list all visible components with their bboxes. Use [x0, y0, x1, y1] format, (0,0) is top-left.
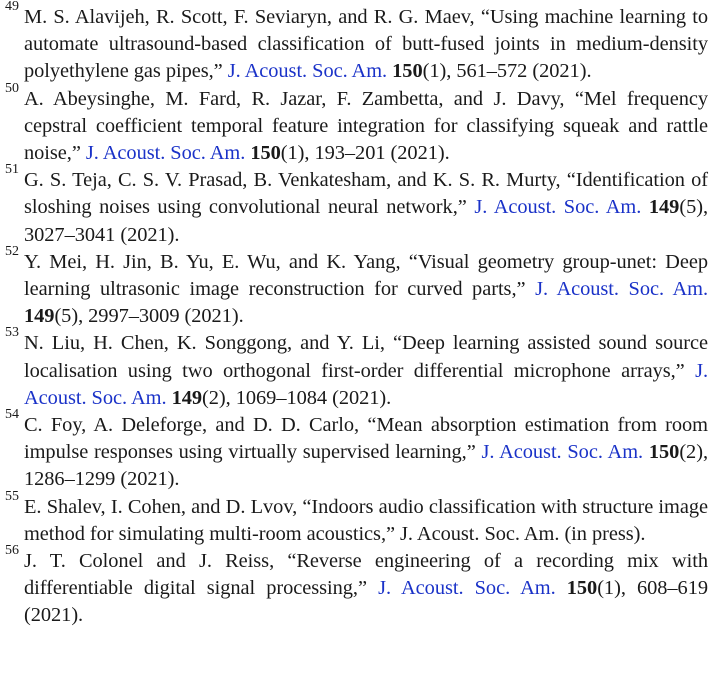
reference-authors-title: C. Foy, A. Deleforge, and D. D. Carlo, “Mean absorption estimation from room impulse responses using virtually supervised learning,”: [24, 414, 708, 464]
reference-issue-pages-year: (1), 193–201 (2021).: [280, 142, 450, 165]
reference-authors-title: E. Shalev, I. Cohen, and D. Lvov, “Indoors audio classification with structure image method for simulating multi-room acoustics,” J. Acoust. Soc. Am. (in press).: [24, 495, 708, 545]
reference-item: [0, 325, 708, 412]
reference-number: 50: [5, 80, 19, 96]
reference-number: 51: [5, 162, 19, 178]
reference-issue-pages-year: (2), 1069–1084 (2021).: [202, 386, 392, 409]
reference-volume: 150: [566, 577, 598, 600]
reference-volume: 149: [171, 386, 203, 409]
reference-item: [0, 80, 708, 168]
journal-link[interactable]: J. Acoust. Soc. Am.: [481, 441, 644, 464]
reference-volume: 149: [24, 305, 55, 328]
reference-volume: 150: [648, 441, 680, 464]
journal-link[interactable]: J. Acoust. Soc. Am.: [85, 142, 246, 165]
reference-authors-title: M. S. Alavijeh, R. Scott, F. Seviaryn, and R. G. Maev, “Using machine learning to automate ultrasound-based classification of butt-fused joints in medium-density polyethylene gas pipes,”: [24, 6, 708, 83]
reference-issue-pages-year: (1), 608–619 (2021).: [24, 577, 708, 627]
reference-issue-pages-year: (2), 1286–1299 (2021).: [24, 441, 708, 491]
reference-number: 56: [5, 543, 19, 559]
reference-item: [0, 543, 708, 630]
reference-volume: 150: [392, 60, 423, 83]
reference-authors-title: N. Liu, H. Chen, K. Songgong, and Y. Li, “Deep learning assisted sound source localisation using two orthogonal first-order differential microphone arrays,”: [24, 332, 708, 382]
reference-number: 53: [5, 325, 19, 341]
reference-issue-pages-year: (5), 2997–3009 (2021).: [54, 305, 244, 328]
reference-volume: 149: [648, 196, 680, 219]
reference-authors-title: Y. Mei, H. Jin, B. Yu, E. Wu, and K. Yang, “Visual geometry group-unet: Deep learning ultrasonic image reconstruction for curved parts,”: [24, 250, 708, 301]
reference-item: [0, 0, 708, 86]
reference-item: [0, 162, 709, 249]
journal-link[interactable]: J. Acoust. Soc. Am.: [474, 196, 642, 219]
reference-item: [0, 488, 708, 548]
reference-number: 49: [5, 0, 19, 14]
journal-link[interactable]: J. Acoust. Soc. Am.: [378, 577, 556, 600]
reference-authors-title: J. T. Colonel and J. Reiss, “Reverse engineering of a recording mix with differentiable digital signal processing,”: [24, 550, 708, 600]
reference-issue-pages-year: (1), 561–572 (2021).: [422, 60, 592, 83]
reference-number: 52: [5, 243, 19, 259]
reference-item: [0, 407, 708, 494]
journal-link[interactable]: J. Acoust. Soc. Am.: [24, 359, 708, 409]
reference-authors-title: A. Abeysinghe, M. Fard, R. Jazar, F. Zambetta, and J. Davy, “Mel frequency cepstral coefficient temporal feature integration for classifying squeak and rattle noise,”: [24, 87, 708, 165]
reference-item: [0, 243, 708, 331]
reference-issue-pages-year: (5), 3027–3041 (2021).: [24, 196, 709, 246]
reference-number: 54: [5, 407, 19, 423]
reference-number: 55: [5, 488, 19, 504]
journal-link[interactable]: J. Acoust. Soc. Am.: [535, 278, 708, 301]
reference-volume: 150: [250, 142, 281, 165]
reference-authors-title: G. S. Teja, C. S. V. Prasad, B. Venkatesham, and K. S. R. Murty, “Identification of sloshing noises using convolutional neural network,”: [24, 169, 708, 219]
journal-link[interactable]: J. Acoust. Soc. Am.: [227, 60, 388, 83]
